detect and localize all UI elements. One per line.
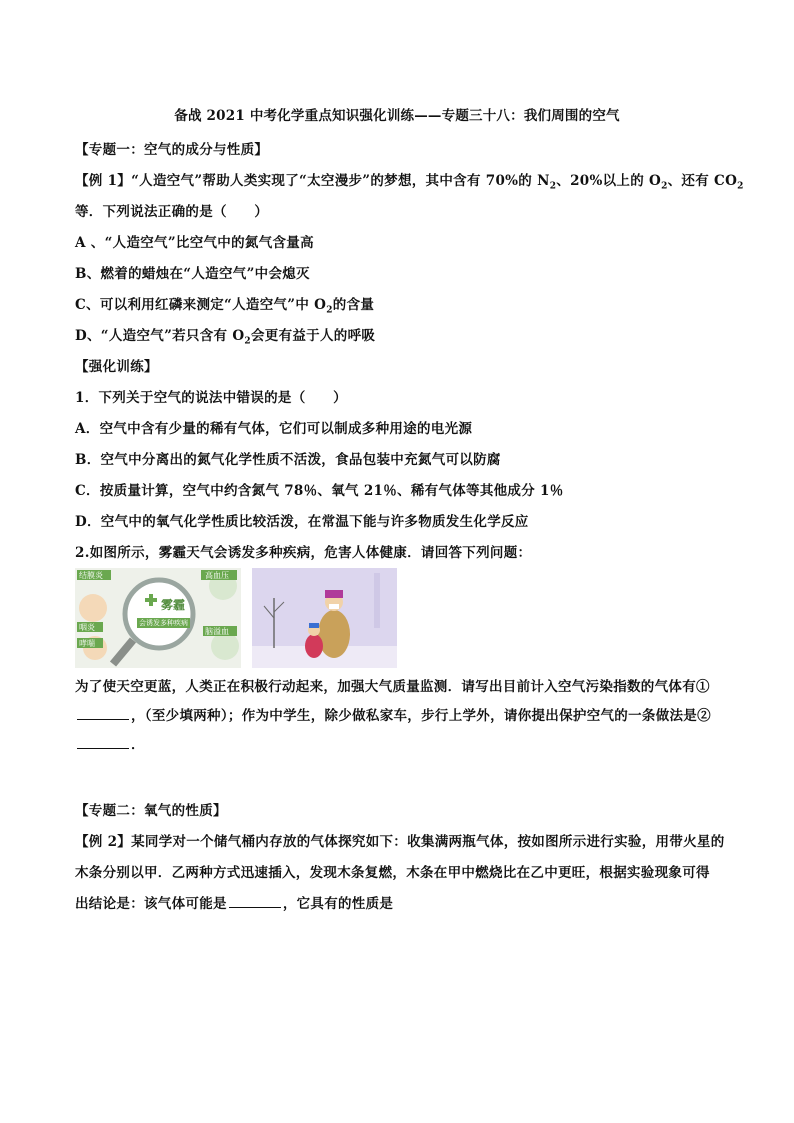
training-heading: 【强化训练】	[75, 359, 158, 375]
q1-option-b: B．空气中分离出的氮气化学性质不活泼，食品包装中充氮气可以防腐	[75, 452, 501, 468]
option-d-text-b: 会更有益于人的呼吸	[250, 328, 376, 344]
figure-center-title: 雾霾	[161, 598, 186, 612]
figure-label-hypertension: 高血压	[205, 571, 229, 580]
answer-blank-1[interactable]	[77, 707, 129, 720]
example2-line2: 木条分别以甲．乙两种方式迅速插入，发现木条复燃，木条在甲中燃烧比在乙中更旺，根据实验现象可得	[75, 865, 710, 881]
q2-body-text-a: 为了使天空更蓝，人类正在积极行动起来，加强大气质量监测．请写出目前计入空气污染指数的气体有①	[75, 679, 710, 695]
example2-line1: 【例 2】某同学对一个储气桶内存放的气体探究如下：收集满两瓶气体，按如图所示进行实验，用带火星的	[75, 834, 725, 850]
example1-stem-line2: 等．下列说法正确的是（ ）	[75, 204, 269, 220]
q2-body-end: ．	[131, 737, 145, 753]
q1-option-c: C．按质量计算，空气中约含氮气 78％、氧气 21％、稀有气体等其他成分 1％	[75, 483, 564, 499]
answer-blank-3[interactable]	[229, 895, 281, 908]
subscript: 2	[326, 305, 333, 316]
example1-option-d	[75, 324, 725, 347]
example2-line3-text-b: ，它具有的性质是	[282, 896, 394, 912]
q1-option-a: A．空气中含有少量的稀有气体，它们可以制成多种用途的电光源	[75, 421, 473, 437]
option-c-text-b: 的含量	[332, 297, 375, 313]
example2-line3	[75, 892, 725, 912]
option-c-text-a: C、可以利用红磷来测定“人造空气”中 O	[75, 297, 327, 313]
figure-label-asthma: 哮喘	[79, 639, 95, 648]
q2-stem: 2.如图所示，雾霾天气会诱发多种疾病，危害人体健康．请回答下列问题：	[75, 545, 532, 561]
smog-disease-illustration	[75, 568, 241, 668]
option-d-text-a: D、“人造空气”若只含有 O	[75, 328, 245, 344]
figure-label-conjunctivitis: 结膜炎	[79, 571, 103, 580]
q2-figures	[75, 568, 397, 668]
example1-text-a: 【例 1】“人造空气”帮助人类实现了“太空漫步”的梦想，其中含有 70%的 N	[75, 173, 550, 189]
example1-stem	[75, 169, 744, 192]
answer-blank-2[interactable]	[77, 736, 129, 749]
figure-label-pharyngitis: 咽炎	[79, 623, 95, 632]
masked-people-icon	[252, 568, 397, 668]
smog-people-illustration	[252, 568, 397, 668]
subscript: 2	[244, 336, 251, 347]
example1-option-c	[75, 293, 725, 316]
example1-text-c: 、还有 CO	[667, 173, 738, 189]
subscript: 2	[549, 181, 557, 192]
figure-center-subtitle: 会诱发多种疾病	[139, 619, 188, 627]
q2-body	[75, 673, 725, 760]
example1-option-a: A 、“人造空气”比空气中的氮气含量高	[75, 235, 314, 251]
example1-text-b: 、20%以上的 O	[556, 173, 662, 189]
figure-label-stroke: 脑溢血	[205, 627, 229, 636]
q1-stem: 1．下列关于空气的说法中错误的是（ ）	[75, 390, 347, 406]
topic1-heading: 【专题一：空气的成分与性质】	[75, 142, 269, 158]
subscript: 2	[661, 181, 668, 192]
document-title: 备战 2021 中考化学重点知识强化训练——专题三十八：我们周围的空气	[174, 108, 620, 124]
q1-option-d: D．空气中的氧气化学性质比较活泼，在常温下能与许多物质发生化学反应	[75, 514, 529, 530]
topic2-heading: 【专题二：氧气的性质】	[75, 803, 227, 819]
example2-line3-text-a: 出结论是：该气体可能是	[75, 896, 227, 912]
q2-body-text-b: ，（至少填两种）；作为中学生，除少做私家车，步行上学外，请你提出保护空气的一条做法是②	[131, 708, 711, 724]
subscript: 2	[737, 181, 744, 192]
example1-option-b: B、燃着的蜡烛在“人造空气”中会熄灭	[75, 266, 310, 282]
